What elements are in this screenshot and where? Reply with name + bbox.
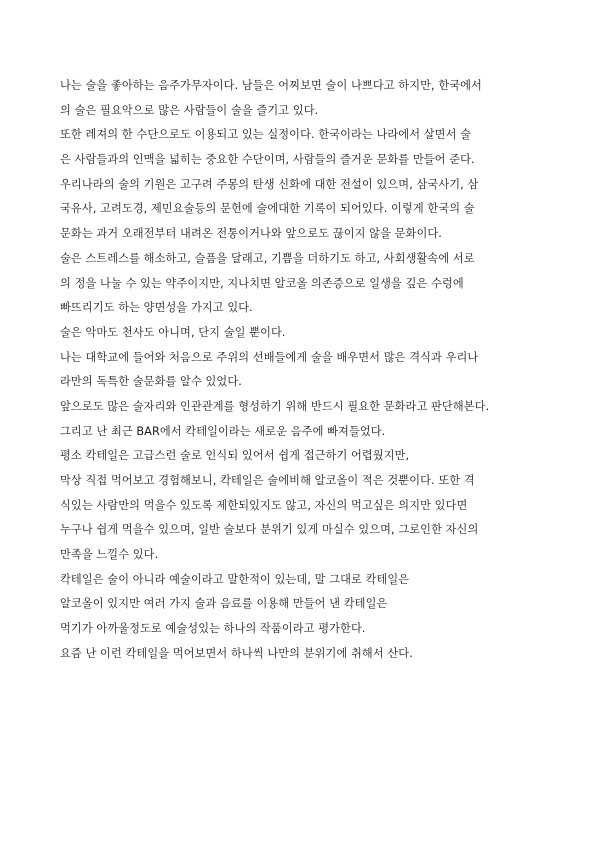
- text-line: 라만의 독특한 술문화를 알수 있었다.: [60, 375, 242, 389]
- text-line: 의 술은 필요악으로 많은 사람들이 술을 즐기고 있다.: [60, 103, 319, 117]
- text-line: 누구나 쉽게 먹을수 있으며, 일반 술보다 분위기 있게 마실수 있으며, 그로인한 자신의: [60, 523, 479, 537]
- text-line: 그리고 난 최근 BAR에서 칵테일이라는 새로운 음주에 빠져들었다.: [60, 424, 386, 438]
- text-line: 술은 스트레스를 해소하고, 슬픔을 달래고, 기쁨을 더하기도 하고, 사회생활속에 서로: [60, 251, 475, 265]
- text-line: 나는 술을 좋아하는 음주가무자이다. 남들은 어찌보면 술이 나쁘다고 하지만, 한국에서: [60, 79, 482, 92]
- essay-body: [60, 74, 546, 667]
- text-line: 알코올이 있지만 여러 가지 술과 음료를 이용해 만들어 낸 칵테일은: [60, 597, 388, 611]
- text-line: 평소 칵테일은 고급스런 술로 인식되 있어서 쉽게 접근하기 어렵웠지만,: [60, 449, 410, 463]
- text-line: 문화는 과거 오래전부터 내려온 전통이거나와 앞으로도 끊이지 않을 문화이다.: [60, 227, 442, 241]
- text-line: 술은 악마도 천사도 아니며, 단지 술일 뿐이다.: [60, 325, 286, 339]
- text-line: 칵테일은 술이 아니라 예술이라고 말한적이 있는데, 말 그대로 칵테일은: [60, 572, 410, 586]
- text-line: 만족을 느낄수 있다.: [60, 548, 159, 562]
- text-line: 먹기가 아까울정도로 예술성있는 하나의 작품이라고 평가한다.: [60, 622, 366, 636]
- text-line: 나는 대학교에 들어와 처음으로 주위의 선배들에게 술을 배우면서 많은 격식과 우리나: [60, 350, 479, 364]
- text-line: 의 정을 나눌 수 있는 약주이지만, 지나치면 알코올 의존증으로 일생을 깊은 수렁에: [60, 276, 464, 290]
- text-line: 앞으로도 많은 술자리와 인관관계를 형성하기 위해 반드시 필요한 문화라고 판단해본다.: [60, 399, 490, 413]
- text-line: 은 사람들과의 인맥을 넓히는 중요한 수단이며, 사람들의 즐거운 문화를 만들어 준다.: [60, 153, 475, 167]
- text-line: 막상 직접 먹어보고 경험해보니, 칵테일은 술에비해 알코올이 적은 것뿐이다. 또한 격: [60, 474, 475, 487]
- text-line: 또한 레져의 한 수단으로도 이용되고 있는 실정이다. 한국이라는 나라에서 살면서 술: [60, 128, 472, 142]
- text-line: 요즘 난 이런 칵테일을 먹어보면서 하나씩 나만의 분위기에 취해서 산다.: [60, 646, 413, 660]
- text-line: 우리나라의 술의 기원은 고구려 주몽의 탄생 신화에 대한 전설이 있으며, 삼국사기, 삼: [60, 177, 479, 191]
- text-line: 빠뜨리기도 하는 양면성을 가지고 있다.: [60, 301, 253, 315]
- text-line: 국유사, 고려도경, 제민요술등의 문헌에 술에대한 기록이 되어있다. 이렇게 한국의 술: [60, 202, 475, 216]
- text-line: 식있는 사람만의 먹을수 있도록 제한되있지도 않고, 자신의 먹고싶은 의지만 있다면: [60, 498, 468, 512]
